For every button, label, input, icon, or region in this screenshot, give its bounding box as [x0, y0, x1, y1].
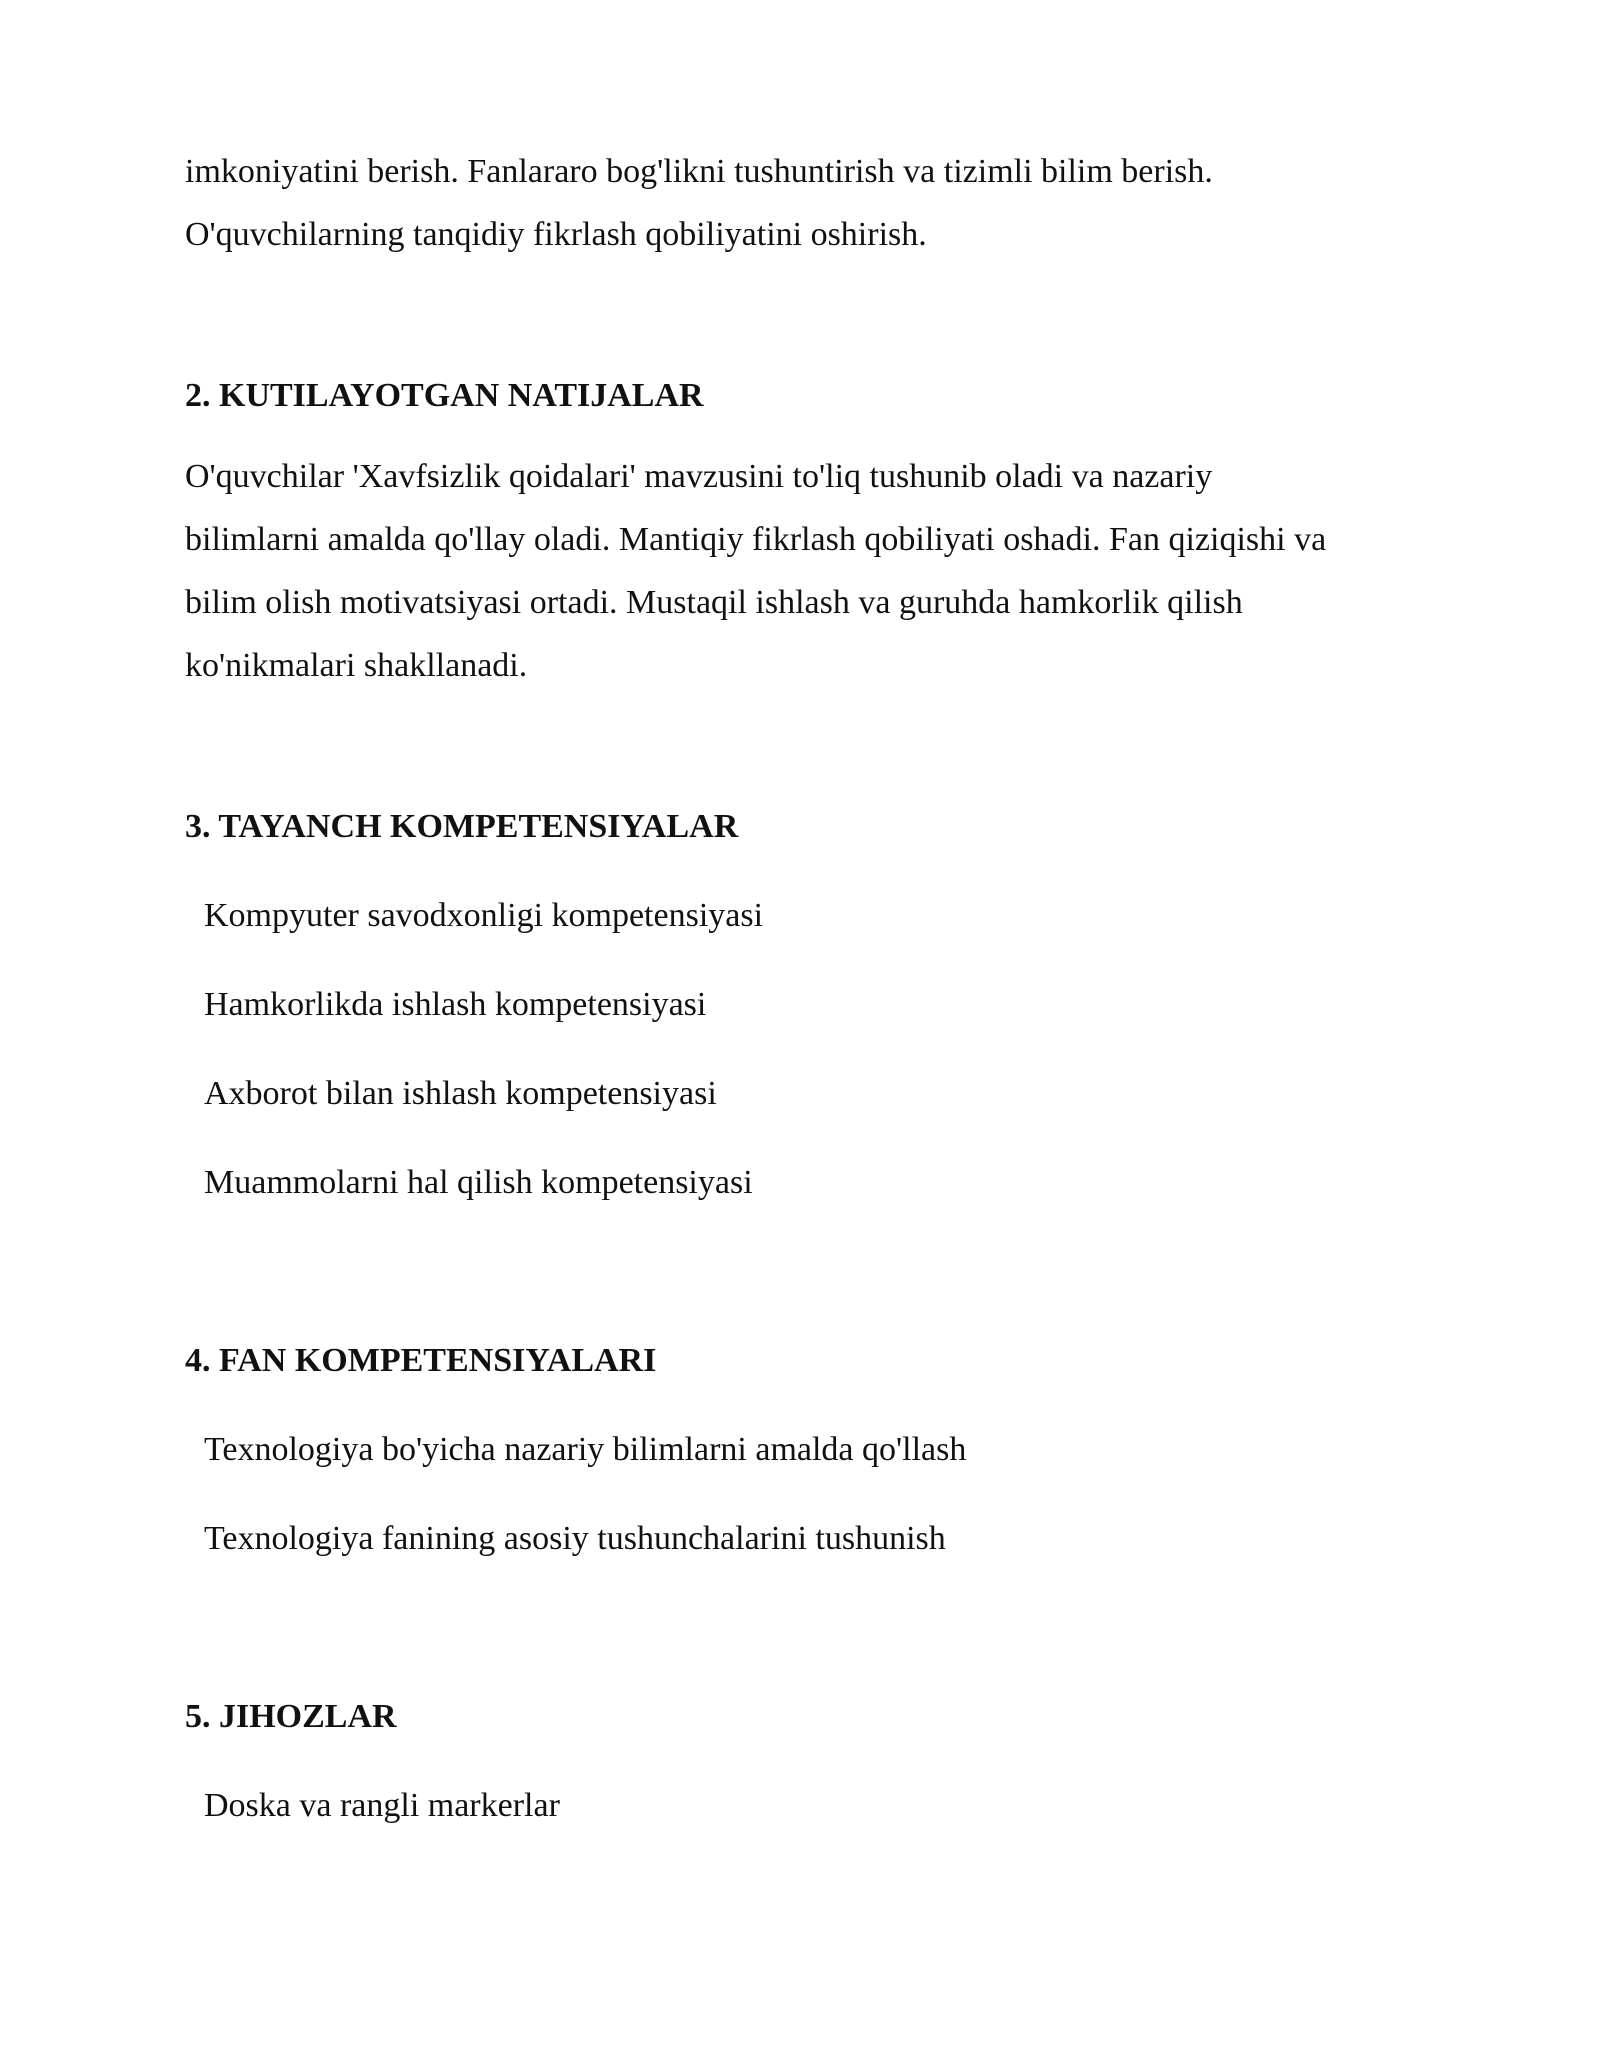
natijalar-line-3: bilim olish motivatsiyasi ortadi. Mustaqil ishlash va guruhda hamkorlik qilish — [185, 584, 1243, 621]
fan-item: Texnologiya fanining asosiy tushunchalarini tushunish — [204, 1520, 946, 1557]
section-heading-natijalar: 2. KUTILAYOTGAN NATIJALAR — [185, 377, 704, 414]
jihozlar-item: Doska va rangli markerlar — [204, 1787, 560, 1824]
natijalar-line-1: O'quvchilar 'Xavfsizlik qoidalari' mavzusini to'liq tushunib oladi va nazariy — [185, 458, 1213, 495]
section-heading-tayanch: 3. TAYANCH KOMPETENSIYALAR — [185, 808, 739, 845]
fan-item: Texnologiya bo'yicha nazariy bilimlarni amalda qo'llash — [204, 1431, 967, 1468]
section-heading-fan: 4. FAN KOMPETENSIYALARI — [185, 1342, 657, 1379]
intro-line-2: O'quvchilarning tanqidiy fikrlash qobiliyatini oshirish. — [185, 216, 927, 253]
tayanch-item: Axborot bilan ishlash kompetensiyasi — [204, 1075, 717, 1112]
section-heading-jihozlar: 5. JIHOZLAR — [185, 1698, 397, 1735]
natijalar-line-2: bilimlarni amalda qo'llay oladi. Mantiqiy fikrlash qobiliyati oshadi. Fan qiziqishi va — [185, 521, 1327, 558]
tayanch-item: Hamkorlikda ishlash kompetensiyasi — [204, 986, 707, 1023]
intro-line-1: imkoniyatini berish. Fanlararo bog'likni tushuntirish va tizimli bilim berish. — [185, 153, 1213, 190]
natijalar-line-4: ko'nikmalari shakllanadi. — [185, 647, 528, 684]
tayanch-item: Muammolarni hal qilish kompetensiyasi — [204, 1164, 753, 1201]
tayanch-item: Kompyuter savodxonligi kompetensiyasi — [204, 897, 764, 934]
document-content — [185, 140, 1435, 1826]
